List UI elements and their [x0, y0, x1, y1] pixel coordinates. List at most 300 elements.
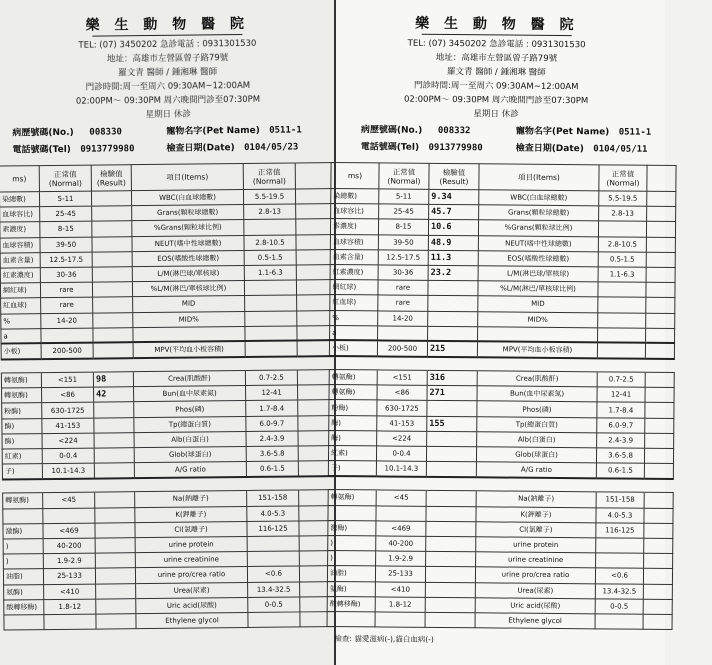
pet-name-label: 寵物名字(Pet Name): [166, 125, 260, 137]
normal-range-cell: 5.5-19.5: [599, 191, 647, 207]
reference-range-cell: <224: [377, 431, 427, 447]
test-footer-note: 檢查: 貓愛滋病(-),貓白血病(-): [334, 634, 434, 644]
reference-range-cell: 30-36: [378, 265, 428, 281]
test-name-cell: [328, 505, 376, 521]
divider-cell: [426, 477, 476, 491]
result-value-cell: [428, 296, 478, 312]
test-item-cell: Tp(總蛋白質): [134, 416, 246, 432]
normal-range-cell: 3.6-5.8: [246, 446, 298, 462]
clinic-tel: TEL: (07) 3450202 急診電話 : 0931301530: [78, 38, 257, 51]
result-value-cell: [96, 614, 136, 630]
header-items-left: ms): [0, 166, 39, 192]
normal-range-cell: 0-0.5: [248, 597, 300, 613]
normal-range-cell: 0.6-1.5: [246, 461, 298, 477]
test-item-cell: Na(鈉離子): [476, 491, 596, 507]
test-item-cell: WBC(白血球總數): [479, 190, 599, 206]
result-value-cell: [427, 431, 477, 447]
test-item-cell: K(鉀離子): [135, 506, 247, 522]
reference-range-cell: 8-15: [40, 221, 92, 237]
test-name-cell: %: [330, 310, 378, 326]
normal-range-cell: 116-125: [596, 523, 644, 539]
test-item-cell: Bun(血中尿素氮): [477, 386, 597, 402]
test-name-cell: 轉氨酶): [3, 493, 43, 509]
clinic-hours-2: 02:00PM～ 09:30PM 周六晚間門診至07:30PM: [403, 94, 589, 107]
reference-range-cell: [43, 508, 95, 524]
normal-range-cell: [596, 538, 644, 554]
result-value-cell: [425, 582, 475, 598]
reference-range-cell: <410: [375, 581, 425, 597]
result-value-cell: [95, 492, 135, 508]
record-no-row: [12, 124, 122, 138]
result-value-cell: 45.7: [429, 205, 479, 221]
extra-cell: [646, 252, 675, 267]
test-name-cell: 紅素濃度): [330, 264, 378, 280]
normal-range-cell: [245, 341, 297, 357]
divider-cell: [645, 358, 674, 372]
clinic-doctors: 羅文青 醫師 / 鍾湘琳 醫師: [446, 67, 546, 78]
test-item-cell: Urea(尿素): [136, 582, 248, 598]
test-name-cell: 激酶): [3, 523, 43, 539]
normal-range-cell: 2.8-10.5: [244, 235, 296, 251]
reference-range-cell: <469: [43, 523, 95, 539]
extra-cell: [646, 298, 675, 313]
test-item-cell: [133, 326, 245, 342]
normal-range-cell: 0-0.5: [595, 599, 643, 615]
divider-cell: [246, 476, 298, 491]
normal-range-cell: 4.0-5.3: [247, 506, 299, 522]
right-report-content: [326, 0, 712, 647]
reference-range-cell: 25-133: [43, 568, 95, 584]
test-item-cell: urine creatinine: [476, 552, 596, 568]
test-item-cell: Alb(白蛋白): [477, 432, 597, 448]
test-name-cell: ): [328, 551, 376, 567]
test-name-cell: [3, 508, 43, 524]
normal-range-cell: 151-158: [247, 490, 299, 506]
result-value-cell: [94, 432, 134, 448]
clinic-header: [0, 0, 338, 126]
pet-name-value: 0511-1: [269, 125, 302, 136]
clinic-hours-1: 門診時間:周一至周六 09:30AM~12:00AM: [413, 80, 579, 93]
normal-range-cell: 2.8-13: [244, 204, 296, 220]
test-item-cell: Cl(氯離子): [135, 521, 247, 537]
test-name-cell: 染總數): [0, 192, 40, 208]
pet-name-row: [166, 122, 302, 136]
test-name-cell: 素濃度): [330, 219, 378, 235]
test-item-cell: Crea(肌酸酐): [133, 371, 245, 387]
normal-range-cell: 0.7-2.5: [245, 370, 297, 386]
divider-cell: [134, 477, 246, 492]
test-name-cell: 粉酶): [329, 400, 377, 416]
normal-range-cell: [247, 551, 299, 567]
test-name-cell: [4, 614, 44, 630]
reference-range-cell: <45: [376, 490, 426, 506]
reference-range-cell: 0-0.4: [376, 446, 426, 462]
pet-name-label: 寵物名字(Pet Name): [515, 126, 610, 138]
test-name-cell: 轉氨酶): [2, 388, 42, 404]
extra-cell: [645, 403, 674, 418]
divider-cell: [93, 358, 133, 372]
test-name-cell: 血素含量): [330, 249, 378, 265]
table-header: [331, 162, 676, 191]
reference-range-cell: 39-50: [378, 234, 428, 250]
pet-name-row: [516, 124, 651, 138]
normal-range-cell: [248, 612, 300, 628]
header-items-left: ms): [331, 162, 379, 188]
reference-range-cell: 1.8-12: [375, 597, 425, 613]
normal-range-cell: 0.7-2.5: [597, 372, 645, 388]
test-name-cell: ): [3, 554, 43, 570]
test-name-cell: 血球容積): [330, 234, 378, 250]
test-item-cell: Bun(血中尿素氮): [134, 386, 246, 402]
normal-range-cell: 2.8-10.5: [598, 236, 646, 252]
date-value: 0104/05/23: [244, 142, 299, 154]
reference-range-cell: 200-500: [41, 343, 93, 359]
test-name-cell: ): [3, 539, 43, 555]
result-value-cell: [426, 462, 476, 478]
test-item-cell: Phos(磷): [134, 401, 246, 417]
test-name-cell: 紅素濃度): [0, 268, 40, 284]
normal-range-cell: 12-41: [246, 385, 298, 401]
result-value-cell: [96, 583, 136, 599]
test-item-cell: WBC(白血球總數): [131, 190, 243, 206]
test-item-cell: %L/M(淋巴/單核球比例): [132, 281, 244, 297]
normal-range-cell: [245, 310, 297, 326]
header-normal-right: 正常值 (Normal): [243, 163, 295, 190]
extra-cell: [646, 222, 675, 237]
result-value-cell: [426, 506, 476, 522]
normal-range-cell: [598, 282, 646, 298]
result-value-cell: [428, 280, 478, 296]
extra-cell: [645, 372, 674, 387]
reference-range-cell: 40-200: [43, 538, 95, 554]
test-name-cell: 粉酶): [2, 403, 42, 419]
test-item-cell: Cl(氯離子): [476, 522, 596, 538]
divider-cell: [477, 357, 597, 372]
reference-range-cell: 30-36: [40, 267, 92, 283]
result-value-cell: [95, 538, 135, 554]
reference-range-cell: 41-153: [42, 418, 94, 434]
extra-cell: [646, 328, 675, 343]
test-item-cell: Glob(球蛋白): [476, 447, 596, 463]
left-lab-table: [0, 162, 345, 631]
divider-cell: [427, 356, 477, 370]
result-value-cell: [426, 551, 476, 567]
date-row: [166, 139, 298, 153]
divider-cell: [597, 358, 645, 372]
divider-cell: [41, 358, 93, 373]
normal-range-cell: 1.7-8.4: [597, 402, 645, 418]
result-value-cell: 11.3: [428, 250, 478, 266]
clinic-rest-day: 星期日 休診: [145, 109, 191, 121]
reference-range-cell: 25-45: [40, 206, 92, 222]
normal-range-cell: 0.5-1.5: [598, 252, 646, 268]
result-value-cell: 42: [94, 387, 134, 403]
test-name-cell: 小板): [329, 340, 377, 356]
result-value-cell: [92, 251, 132, 267]
normal-range-cell: 1.1-6.3: [244, 265, 296, 281]
record-no-row: [361, 122, 471, 136]
divider-cell: [42, 478, 94, 493]
result-value-cell: [94, 463, 134, 479]
normal-range-cell: 3.6-5.8: [596, 448, 644, 464]
result-value-cell: [93, 343, 133, 359]
test-name-cell: 血素含量): [0, 252, 40, 268]
record-no-value: 008332: [437, 125, 471, 137]
test-name-cell: 紅血球): [330, 295, 378, 311]
left-table-body: [0, 189, 344, 631]
test-item-cell: EOS(嗜酸性球總數): [478, 251, 598, 267]
reference-range-cell: <224: [42, 433, 94, 449]
divider-cell: [328, 476, 376, 490]
normal-range-cell: [244, 219, 296, 235]
test-name-cell: 酸轉移酶): [327, 596, 375, 612]
test-name-cell: a: [1, 328, 41, 344]
reference-range-cell: <469: [376, 521, 426, 537]
extra-cell: [646, 267, 675, 282]
left-report-content: [0, 0, 344, 631]
reference-range-cell: 14-20: [378, 310, 428, 326]
header-extra: [647, 165, 676, 191]
test-item-cell: NEUT(嗜中性球總數): [478, 235, 598, 251]
reference-range-cell: <151: [377, 370, 427, 386]
test-item-cell: Tp(總蛋白質): [477, 416, 597, 432]
test-name-cell: ): [328, 535, 376, 551]
patient-info: [331, 122, 711, 165]
test-item-cell: L/M(淋巴球/單核球): [132, 265, 244, 281]
test-name-cell: [327, 611, 375, 627]
normal-range-cell: [597, 343, 645, 359]
extra-cell: [644, 463, 673, 478]
normal-range-cell: 5.5-19.5: [243, 189, 295, 205]
test-name-cell: 血球容比): [0, 207, 40, 223]
reference-range-cell: rare: [40, 282, 92, 298]
clinic-tel: TEL: (07) 3450202 急診電話 : 0931301530: [407, 38, 586, 51]
extra-cell: [645, 387, 674, 402]
result-value-cell: 155: [427, 416, 477, 432]
test-name-cell: 酶): [2, 433, 42, 449]
test-item-cell: L/M(淋巴球/單核球): [478, 266, 598, 282]
result-value-cell: 215: [427, 341, 477, 357]
reference-range-cell: 1.8-12: [44, 599, 96, 615]
extra-cell: [646, 313, 675, 328]
result-value-cell: [94, 448, 134, 464]
result-value-cell: [92, 206, 132, 222]
divider-cell: [94, 478, 134, 492]
test-name-cell: 激酶): [328, 520, 376, 536]
result-value-cell: 316: [427, 370, 477, 386]
result-value-cell: [427, 401, 477, 417]
phone-row: [12, 141, 134, 155]
test-item-cell: Uric acid(尿酸): [136, 597, 248, 613]
test-item-cell: Phos(磷): [477, 401, 597, 417]
reference-range-cell: 41-153: [377, 416, 427, 432]
test-name-cell: 轉氨酶): [329, 385, 377, 401]
patient-info: [0, 122, 339, 166]
result-value-cell: [425, 597, 475, 613]
test-item-cell: urine pro/crea ratio: [475, 567, 595, 583]
result-value-cell: 271: [427, 386, 477, 402]
test-item-cell: Alb(白蛋白): [134, 431, 246, 447]
test-item-cell: MID: [478, 296, 598, 312]
normal-range-cell: [245, 295, 297, 311]
record-no-label: 病歷號碼(No.): [360, 125, 423, 136]
divider-cell: [376, 476, 426, 490]
reference-range-cell: 12.5-17.5: [40, 252, 92, 268]
test-item-cell: %L/M(淋巴/單核球比例): [478, 281, 598, 297]
phone-label: 電話號碼(Tel): [12, 144, 71, 156]
result-value-cell: [92, 267, 132, 283]
result-value-cell: [92, 221, 132, 237]
divider-cell: [133, 357, 245, 372]
reference-range-cell: <86: [377, 385, 427, 401]
reference-range-cell: [44, 614, 96, 630]
test-name-cell: 氨酶): [327, 581, 375, 597]
extra-cell: [643, 584, 672, 599]
extra-cell: [643, 614, 672, 629]
normal-range-cell: 6.0-9.7: [597, 417, 645, 433]
reference-range-cell: 10.1-14.3: [376, 461, 426, 477]
test-item-cell: Crea(肌酸酐): [477, 371, 597, 387]
clinic-hours-1: 門診時間:周一至周六 09:30AM~12:00AM: [85, 80, 251, 93]
date-value: 0104/05/11: [593, 144, 648, 155]
extra-cell: [644, 508, 673, 523]
reference-range-cell: <45: [43, 492, 95, 508]
test-name-cell: 網紅球): [330, 280, 378, 296]
normal-range-cell: 13.4-32.5: [595, 583, 643, 599]
clinic-address: 地址：高雄市左營區曾子路79號: [106, 53, 229, 65]
test-name-cell: 轉氨酶): [329, 370, 377, 386]
clinic-address: 地址：高雄市左營區曾子路79號: [435, 52, 558, 64]
result-value-cell: [95, 522, 135, 538]
result-value-cell: [428, 311, 478, 327]
test-item-cell: urine protein: [135, 536, 247, 552]
normal-range-cell: [598, 328, 646, 344]
right-lab-table: [327, 162, 677, 630]
reference-range-cell: 1.9-2.9: [43, 553, 95, 569]
test-item-cell: urine creatinine: [135, 552, 247, 568]
reference-range-cell: 12.5-17.5: [378, 250, 428, 266]
reference-range-cell: 40-200: [376, 536, 426, 552]
normal-range-cell: 2.4-3.9: [597, 433, 645, 449]
test-name-cell: 網紅球): [0, 283, 40, 299]
reference-range-cell: <86: [42, 387, 94, 403]
reference-range-cell: 630-1725: [42, 403, 94, 419]
test-item-cell: urine protein: [476, 537, 596, 553]
normal-range-cell: 1.1-6.3: [598, 267, 646, 283]
test-name-cell: 子): [2, 464, 42, 480]
test-name-cell: 油脂): [327, 566, 375, 582]
reference-range-cell: 5-11: [379, 189, 429, 205]
table-row: [4, 611, 344, 630]
result-value-cell: 10.6: [428, 220, 478, 236]
test-item-cell: Grans(顆粒球總數): [132, 205, 244, 221]
clinic-doctors: 羅文青 醫師 / 鍾湘琳 醫師: [118, 67, 218, 79]
right-report-sheet: [329, 0, 665, 665]
reference-range-cell: rare: [41, 297, 93, 313]
table-row: [327, 611, 672, 629]
result-value-cell: [426, 521, 476, 537]
reference-range-cell: 5-11: [39, 191, 91, 207]
extra-cell: [644, 538, 673, 553]
clinic-name: 樂 生 動 物 醫 院: [0, 0, 337, 38]
date-label: 檢查日期(Date): [515, 143, 584, 155]
normal-range-cell: [598, 312, 646, 328]
test-name-cell: 酶): [329, 430, 377, 446]
normal-range-cell: 151-158: [596, 492, 644, 508]
extra-cell: [644, 493, 673, 508]
normal-range-cell: 13.4-32.5: [248, 581, 300, 597]
test-item-cell: Uric acid(尿酸): [475, 597, 595, 613]
header-normal-left: 正常值 (Normal): [39, 165, 91, 192]
test-name-cell: 轉氨酶): [1, 373, 41, 389]
normal-range-cell: 0.6-1.5: [596, 463, 644, 479]
normal-range-cell: [598, 221, 646, 237]
test-name-cell: 酸轉移酶): [4, 599, 44, 615]
result-value-cell: 23.2: [428, 265, 478, 281]
phone-label: 電話號碼(Tel): [360, 142, 420, 153]
test-name-cell: 轉氨酶): [328, 490, 376, 506]
normal-range-cell: 12-41: [597, 387, 645, 403]
date-row: [516, 141, 648, 155]
normal-range-cell: 2.4-3.9: [246, 431, 298, 447]
reference-range-cell: 200-500: [377, 341, 427, 357]
normal-range-cell: <0.6: [247, 566, 299, 582]
divider-cell: [596, 478, 644, 492]
test-name-cell: 氨酶): [4, 584, 44, 600]
phone-row: [361, 139, 483, 153]
normal-range-cell: <0.6: [595, 568, 643, 584]
reference-range-cell: [41, 328, 93, 344]
result-value-cell: [93, 297, 133, 313]
divider-cell: [329, 356, 377, 370]
reference-range-cell: <410: [44, 584, 96, 600]
test-name-cell: a: [330, 325, 378, 341]
reference-range-cell: 10.1-14.3: [42, 463, 94, 479]
reference-range-cell: 630-1725: [377, 400, 427, 416]
extra-cell: [646, 237, 675, 252]
result-value-cell: [426, 446, 476, 462]
result-value-cell: [94, 417, 134, 433]
test-item-cell: Grans(顆粒球總數): [479, 205, 599, 221]
phone-value: 0913779980: [80, 144, 135, 155]
reference-range-cell: 25-133: [375, 566, 425, 582]
test-item-cell: EOS(嗜酸性球總數): [132, 250, 244, 266]
test-item-cell: Urea(尿素): [475, 582, 595, 598]
result-value-cell: [95, 507, 135, 523]
result-value-cell: [426, 536, 476, 552]
reference-range-cell: 25-45: [379, 204, 429, 220]
header-result: 檢驗值 (Result): [429, 163, 479, 189]
result-value-cell: [91, 191, 131, 207]
result-value-cell: [92, 236, 132, 252]
reference-range-cell: 0-0.4: [42, 448, 94, 464]
extra-cell: [643, 569, 672, 584]
test-name-cell: 血球容比): [331, 204, 379, 220]
record-no-value: 008330: [89, 127, 122, 138]
test-name-cell: 素濃度): [0, 222, 40, 238]
result-value-cell: [93, 312, 133, 328]
divider-cell: [644, 479, 673, 493]
result-value-cell: [428, 326, 478, 342]
reference-range-cell: rare: [378, 295, 428, 311]
test-item-cell: urine pro/crea ratio: [135, 567, 247, 583]
result-value-cell: 9.34: [429, 189, 479, 205]
result-value-cell: 98: [93, 372, 133, 388]
header-items: 項目(Items): [479, 164, 599, 191]
test-name-cell: 血球容積): [0, 237, 40, 253]
reference-range-cell: 14-20: [41, 313, 93, 329]
normal-range-cell: [247, 536, 299, 552]
